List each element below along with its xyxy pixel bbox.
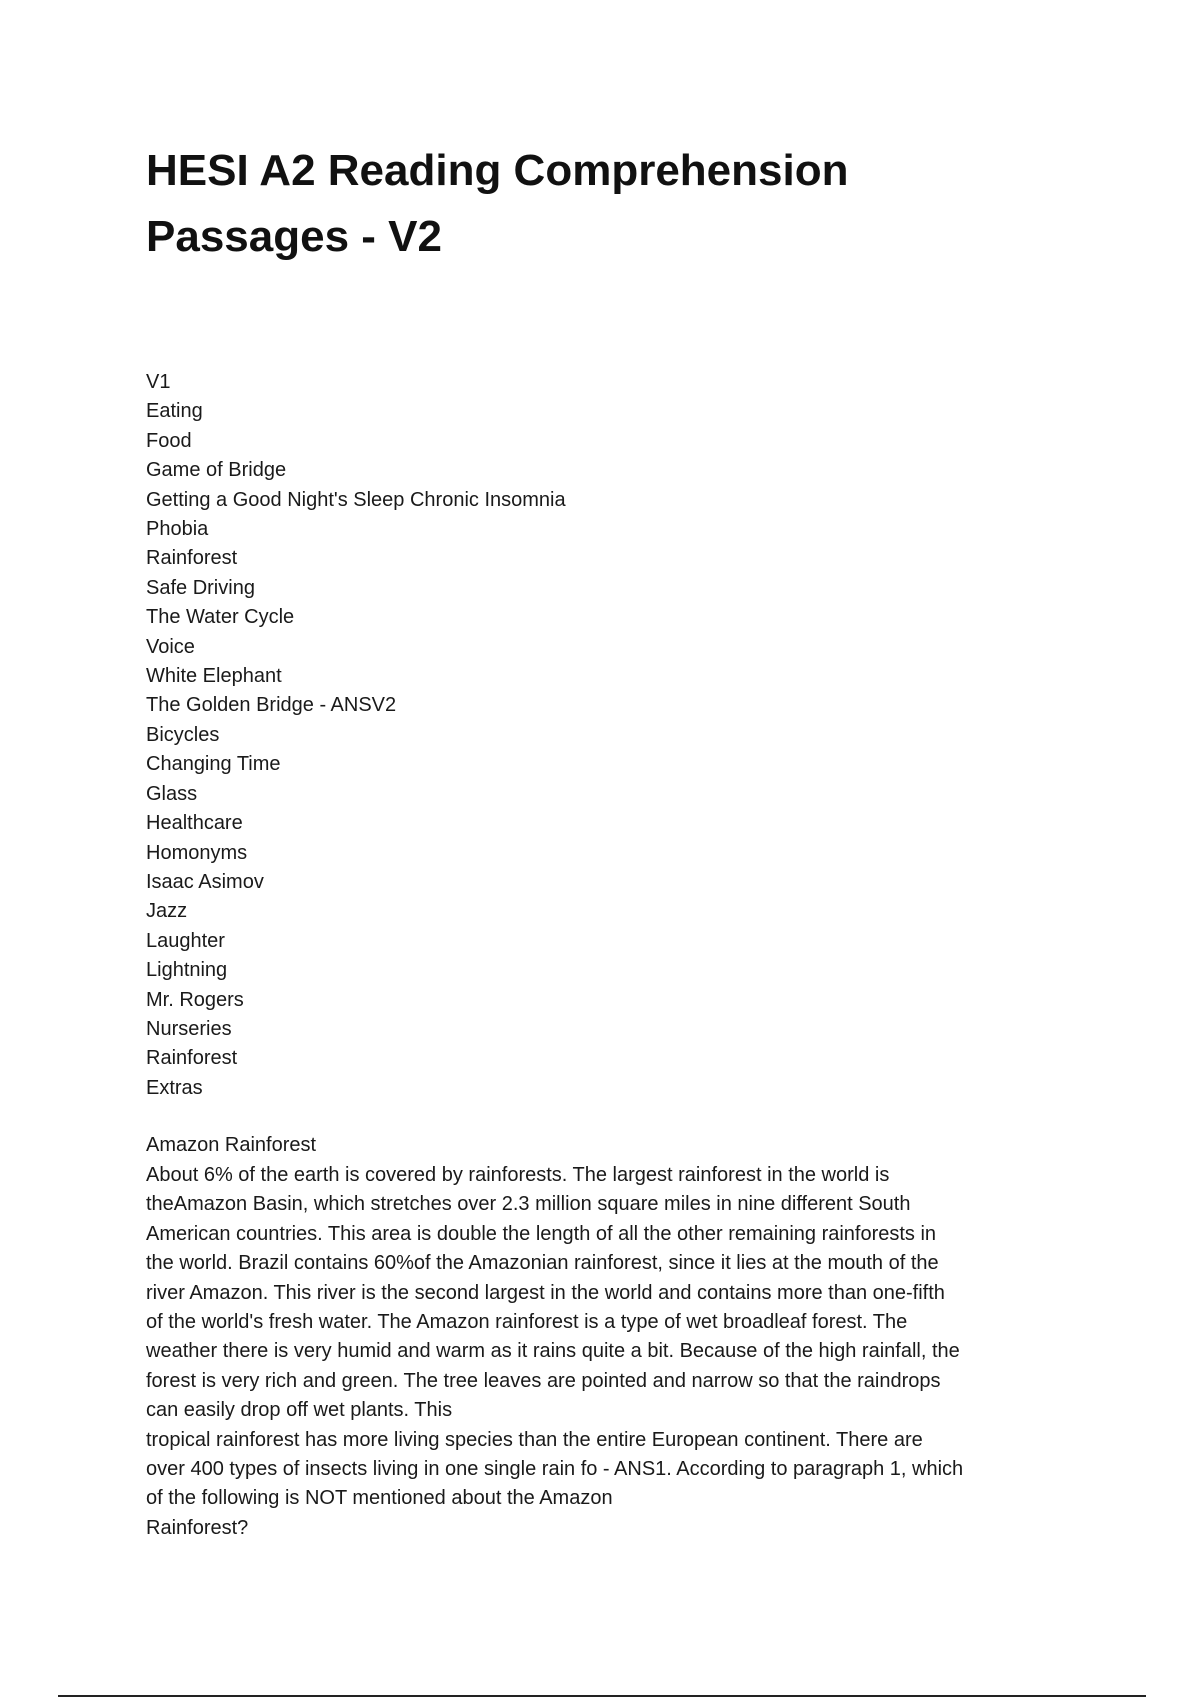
table-of-contents — [146, 368, 1046, 1103]
title-line: Passages - V2 — [146, 212, 442, 261]
page-title — [146, 138, 1046, 270]
toc-item: Voice — [146, 635, 195, 658]
toc-item: Laughter — [146, 929, 225, 952]
toc-item: The Golden Bridge - ANSV2 — [146, 694, 397, 717]
title-line: HESI A2 Reading Comprehension — [146, 146, 849, 195]
toc-item: Phobia — [146, 518, 209, 541]
toc-item: Safe Driving — [146, 576, 255, 599]
passage-line: over 400 types of insects living in one single rain fo - ANS1. According to paragraph 1, which — [146, 1458, 964, 1481]
toc-item: The Water Cycle — [146, 606, 295, 629]
toc-item: Homonyms — [146, 841, 248, 864]
passage-body — [146, 1161, 1066, 1543]
toc-item: Glass — [146, 782, 198, 805]
passage-line: of the world's fresh water. The Amazon rainforest is a type of wet broadleaf forest. The — [146, 1311, 908, 1334]
passage-line: forest is very rich and green. The tree leaves are pointed and narrow so that the raindrops — [146, 1369, 941, 1392]
passage-line: Rainforest? — [146, 1516, 249, 1539]
toc-item: Rainforest — [146, 1047, 238, 1070]
passage-line: of the following is NOT mentioned about the Amazon — [146, 1487, 613, 1510]
toc-item: Isaac Asimov — [146, 870, 264, 893]
toc-item: Food — [146, 429, 192, 452]
passage-line: theAmazon Basin, which stretches over 2.3 million square miles in nine different South — [146, 1193, 911, 1216]
passage-line: river Amazon. This river is the second largest in the world and contains more than one-fifth — [146, 1281, 945, 1304]
passage-line: tropical rainforest has more living species than the entire European continent. There are — [146, 1428, 923, 1451]
toc-item: Mr. Rogers — [146, 988, 244, 1011]
passage-line: the world. Brazil contains 60%of the Amazonian rainforest, since it lies at the mouth of the — [146, 1252, 939, 1275]
passage-line: American countries. This area is double the length of all the other remaining rainforests in — [146, 1222, 937, 1245]
toc-item: Getting a Good Night's Sleep Chronic Insomnia — [146, 488, 566, 511]
toc-item: Jazz — [146, 900, 188, 923]
toc-item: V1 — [146, 371, 171, 393]
toc-item: Extras — [146, 1076, 203, 1099]
passage-line: About 6% of the earth is covered by rainforests. The largest rainforest in the world is — [146, 1164, 890, 1186]
toc-item: Lightning — [146, 959, 228, 982]
footer-divider — [58, 1695, 1146, 1697]
section-heading: Amazon Rainforest — [146, 1134, 317, 1156]
toc-item: Rainforest — [146, 547, 238, 570]
toc-item: Eating — [146, 400, 203, 423]
toc-item: Changing Time — [146, 753, 281, 776]
passage-line: can easily drop off wet plants. This — [146, 1399, 453, 1422]
toc-item: Game of Bridge — [146, 459, 287, 482]
toc-item: Bicycles — [146, 723, 220, 746]
toc-item: Nurseries — [146, 1017, 232, 1040]
toc-item: Healthcare — [146, 812, 243, 835]
toc-item: White Elephant — [146, 665, 282, 688]
passage-line: weather there is very humid and warm as it rains quite a bit. Because of the high rainfall, the — [146, 1340, 960, 1363]
